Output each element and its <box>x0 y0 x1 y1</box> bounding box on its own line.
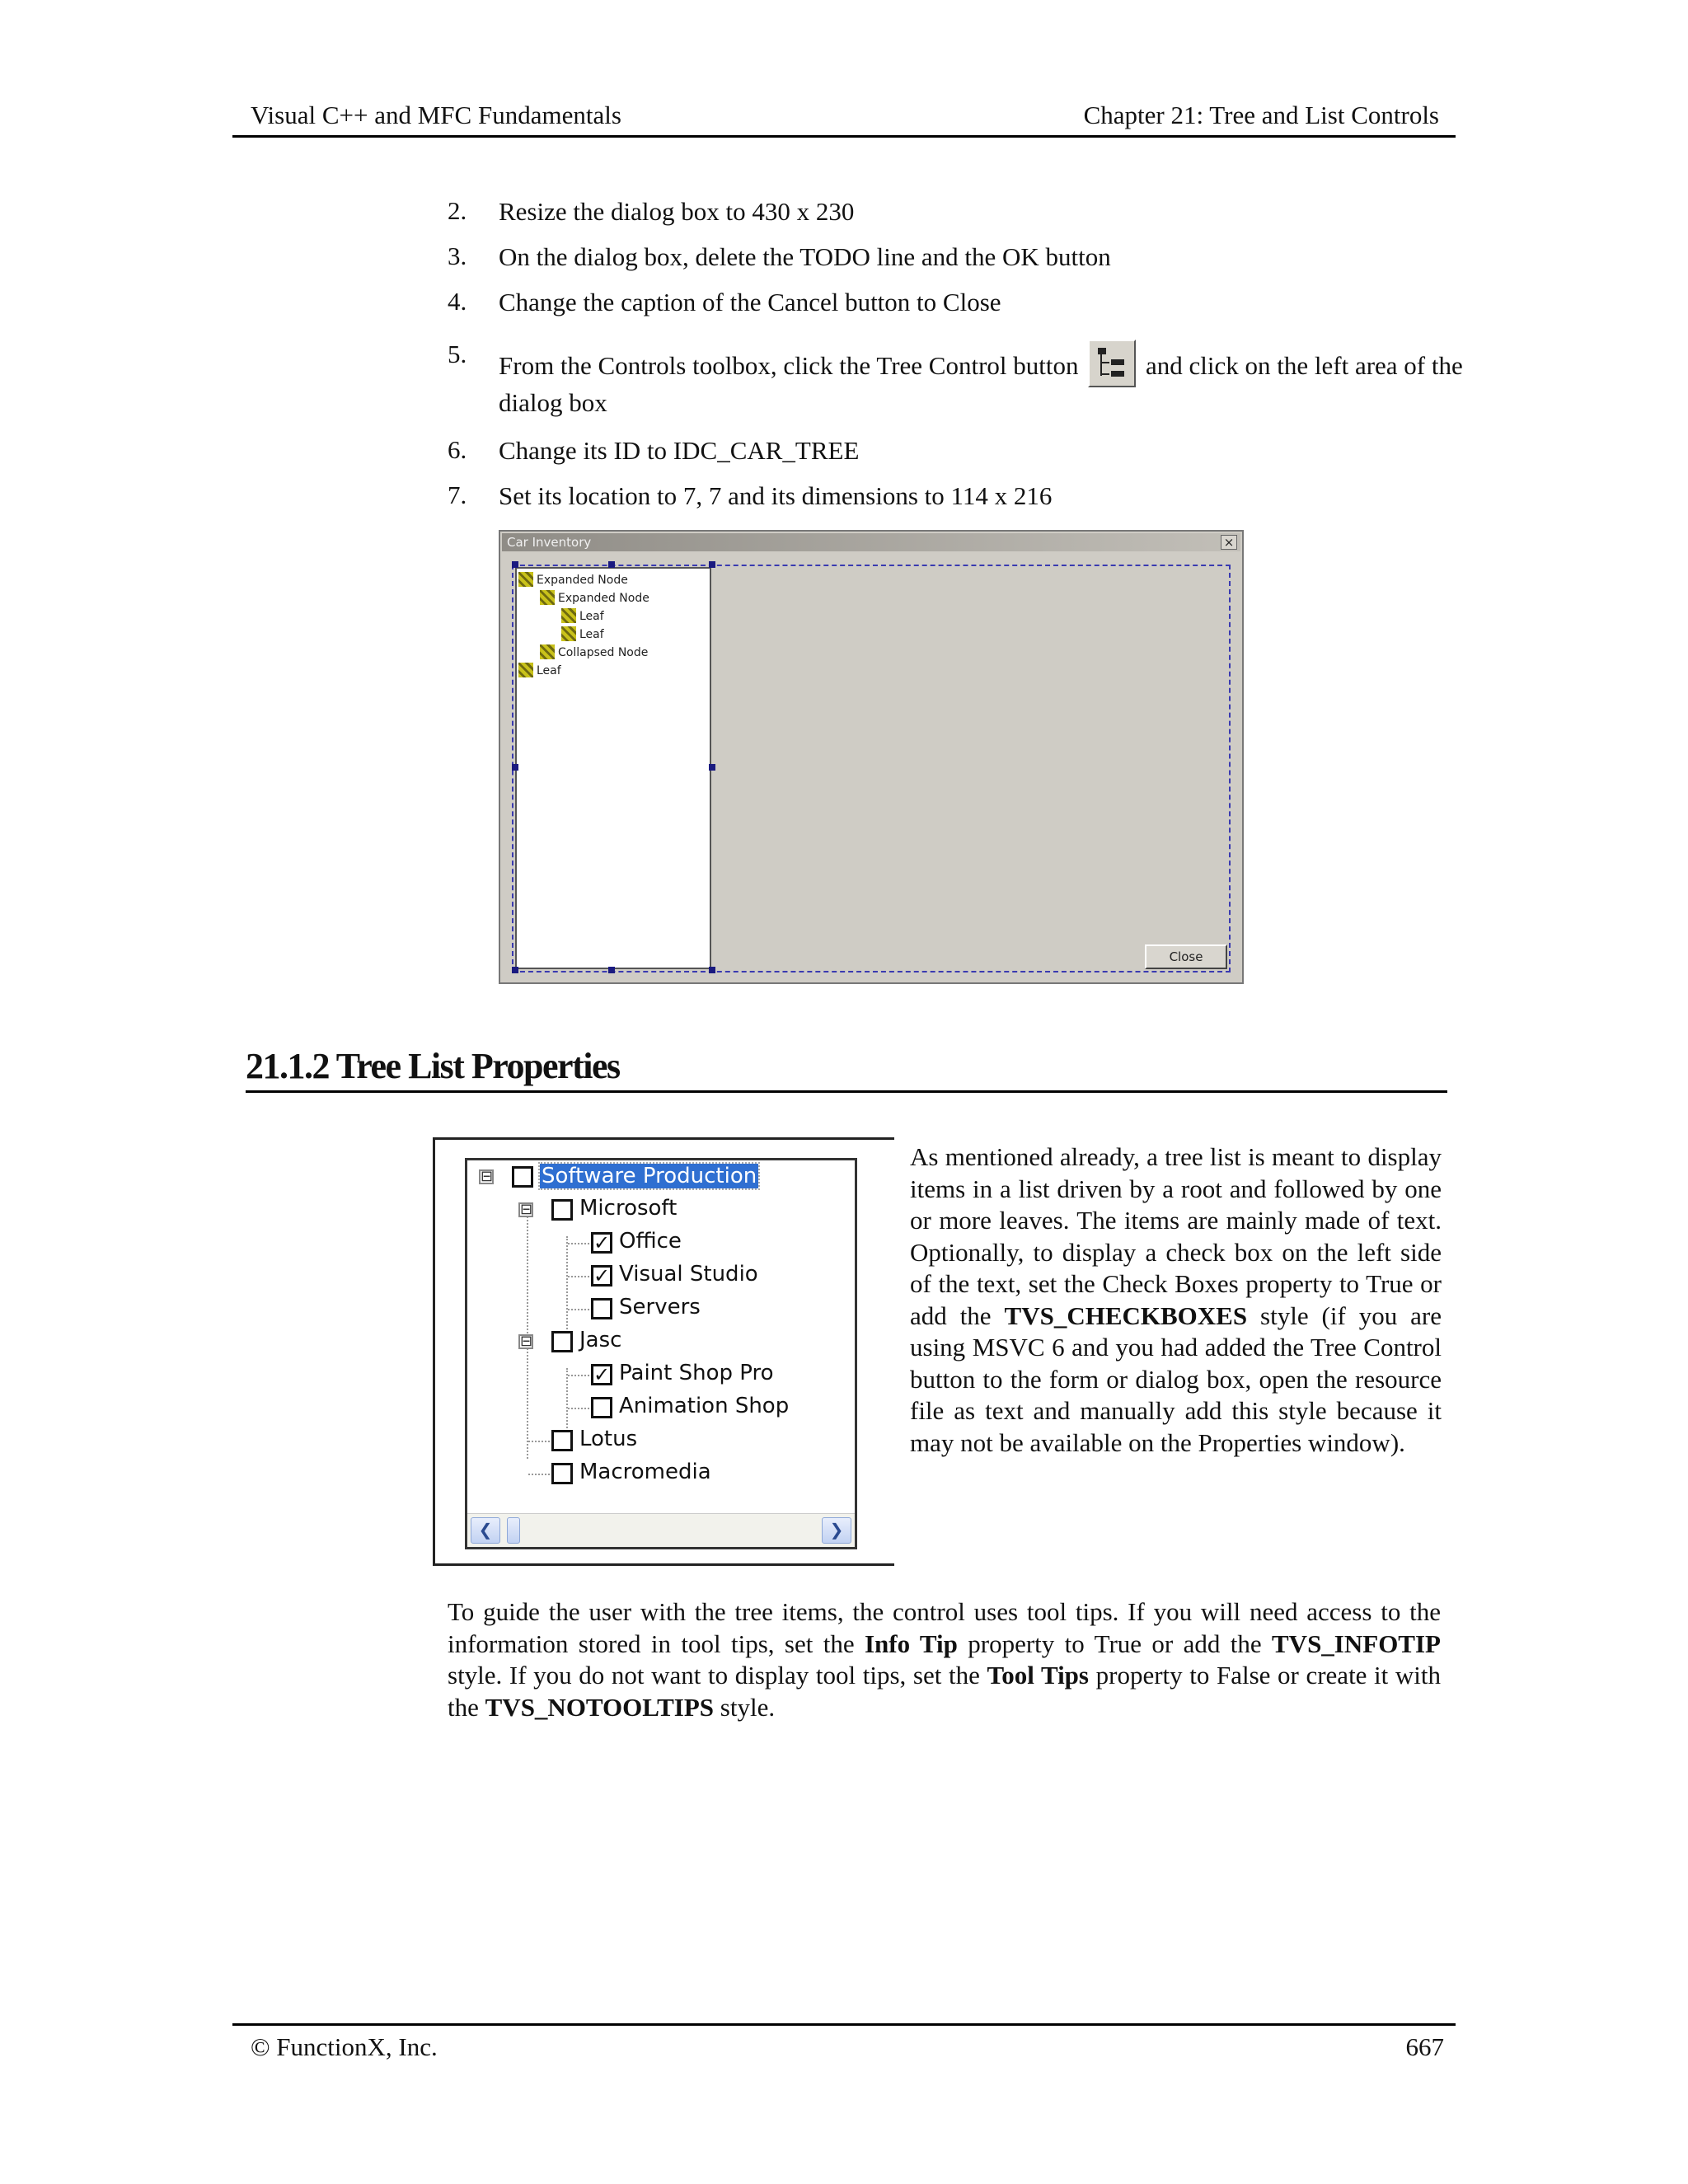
tree-node-macromedia[interactable]: Macromedia <box>579 1460 711 1484</box>
header-book-title: Visual C++ and MFC Fundamentals <box>251 101 621 129</box>
checkbox-unchecked[interactable] <box>591 1397 612 1418</box>
tree-list-description: As mentioned already, a tree list is meant to display items in a list driven by a root and followed by one or more leaves. The items are mainly made of text. Optionally, to display a check box on the left side of the text, set the Check Boxes property to True or add the TVS_CHECKBOXES style (if you are using MSVC 6 and you had added the Tree Control button to the form or dialog box, open the resource file as text and manually add this style because it may not be available on the Properties window). <box>910 1142 1442 1457</box>
page-number: 667 <box>1405 2032 1444 2061</box>
checkbox-unchecked[interactable] <box>551 1430 573 1451</box>
checkbox-unchecked[interactable] <box>551 1331 573 1352</box>
collapse-icon[interactable]: ⊟ <box>520 1333 533 1350</box>
horizontal-scrollbar[interactable] <box>467 1513 855 1547</box>
scroll-left-icon[interactable]: ❮ <box>471 1517 500 1544</box>
tree-connector <box>568 1309 589 1310</box>
footer-copyright: © FunctionX, Inc. <box>251 2032 438 2061</box>
tree-node-lotus[interactable]: Lotus <box>579 1427 638 1451</box>
step-number: 7. <box>448 480 467 509</box>
step-number: 4. <box>448 287 467 316</box>
style-name: TVS_INFOTIP <box>1272 1629 1441 1658</box>
step-text: Set its location to 7, 7 and its dimensions to 114 x 216 <box>499 481 1053 510</box>
resize-handle[interactable] <box>709 967 715 973</box>
style-name: TVS_CHECKBOXES <box>1004 1301 1248 1330</box>
resize-handle[interactable] <box>512 764 518 771</box>
tree-node-microsoft[interactable]: Microsoft <box>579 1196 678 1221</box>
running-header <box>232 99 1456 138</box>
tree-node[interactable]: Expanded Node <box>518 572 628 587</box>
resize-handle[interactable] <box>709 764 715 771</box>
tree-control[interactable] <box>515 567 711 969</box>
style-name: TVS_NOTOOLTIPS <box>485 1692 715 1722</box>
step-number: 5. <box>448 340 467 368</box>
property-name: Tool Tips <box>987 1661 1089 1690</box>
tree-node-servers[interactable]: Servers <box>619 1295 701 1319</box>
node-icon <box>561 608 576 623</box>
tree-node[interactable]: Leaf <box>518 663 561 677</box>
close-button[interactable]: Close <box>1145 944 1227 969</box>
step-number: 3. <box>448 241 467 270</box>
step-text-before-icon: From the Controls toolbox, click the Tree Control button <box>499 351 1079 380</box>
tree-node[interactable]: Collapsed Node <box>540 644 648 659</box>
tree-node[interactable]: Expanded Node <box>540 590 649 605</box>
tree-node-jasc[interactable]: Jasc <box>579 1328 622 1352</box>
scroll-thumb[interactable] <box>507 1517 520 1544</box>
header-chapter-title: Chapter 21: Tree and List Controls <box>1083 101 1439 129</box>
tree-connector <box>528 1441 550 1442</box>
tree-node-visual-studio[interactable]: Visual Studio <box>619 1262 758 1286</box>
node-icon <box>561 626 576 641</box>
close-icon[interactable]: × <box>1221 535 1237 550</box>
checkbox-unchecked[interactable] <box>551 1199 573 1221</box>
node-icon <box>540 590 555 605</box>
property-name: Info Tip <box>864 1629 958 1658</box>
resize-handle[interactable] <box>709 561 715 568</box>
scroll-right-icon[interactable]: ❯ <box>822 1517 851 1544</box>
checkbox-checked[interactable]: ✓ <box>591 1265 612 1286</box>
step-text: Change its ID to IDC_CAR_TREE <box>499 436 860 465</box>
checkbox-unchecked[interactable] <box>512 1166 533 1188</box>
step-text <box>499 340 1463 419</box>
tree-connector <box>527 1203 528 1459</box>
resize-handle[interactable] <box>608 967 615 973</box>
node-icon <box>518 572 533 587</box>
tree-node-software-production[interactable]: Software Production <box>542 1164 757 1188</box>
step-text-after-icon: and click on the left area of the dialog box <box>499 351 1463 417</box>
node-icon <box>540 644 555 659</box>
tree-connector <box>528 1474 550 1475</box>
tree-node-animation-shop[interactable]: Animation Shop <box>619 1394 790 1418</box>
checkbox-checked[interactable]: ✓ <box>591 1232 612 1254</box>
tree-connector <box>568 1276 589 1277</box>
tree-connector <box>568 1243 589 1244</box>
tree-node[interactable]: Leaf <box>561 626 604 641</box>
tree-connector <box>566 1236 568 1335</box>
dialog-title-bar: Car Inventory <box>502 533 1240 551</box>
tree-connector <box>566 1368 568 1434</box>
collapse-icon[interactable]: ⊟ <box>481 1168 494 1185</box>
tree-connector <box>568 1375 589 1376</box>
step-text: Resize the dialog box to 430 x 230 <box>499 197 855 226</box>
checkbox-unchecked[interactable] <box>591 1298 612 1319</box>
step-text: On the dialog box, delete the TODO line and the OK button <box>499 242 1111 271</box>
tree-node[interactable]: Leaf <box>561 608 604 623</box>
checkbox-unchecked[interactable] <box>551 1463 573 1484</box>
node-icon <box>518 663 533 677</box>
tree-node-office[interactable]: Office <box>619 1229 682 1254</box>
step-number: 2. <box>448 196 467 225</box>
section-heading: 21.1.2 Tree List Properties <box>246 1045 1447 1093</box>
step-text: Change the caption of the Cancel button to Close <box>499 288 1001 316</box>
resize-handle[interactable] <box>512 967 518 973</box>
collapse-icon[interactable]: ⊟ <box>520 1201 533 1218</box>
tool-tips-paragraph: To guide the user with the tree items, the control uses tool tips. If you will need access to the information stored in tool tips, set the Info Tip property to True or add the TVS_INFOTIP style. If you do not want to display tool tips, set the Tool Tips property to False or create it with the TVS_NOTOOLTIPS style. <box>448 1597 1442 1722</box>
resize-handle[interactable] <box>608 561 615 568</box>
resize-handle[interactable] <box>512 561 518 568</box>
step-number: 6. <box>448 435 467 464</box>
running-footer <box>232 2023 1456 2067</box>
tree-connector <box>568 1408 589 1409</box>
tree-node-paint-shop-pro[interactable]: Paint Shop Pro <box>619 1361 774 1385</box>
car-inventory-dialog-figure <box>499 530 1244 984</box>
checkbox-tree-control[interactable] <box>465 1158 857 1549</box>
checkbox-checked[interactable]: ✓ <box>591 1364 612 1385</box>
tree-checkbox-figure <box>433 1137 894 1566</box>
tree-control-icon <box>1088 340 1136 387</box>
